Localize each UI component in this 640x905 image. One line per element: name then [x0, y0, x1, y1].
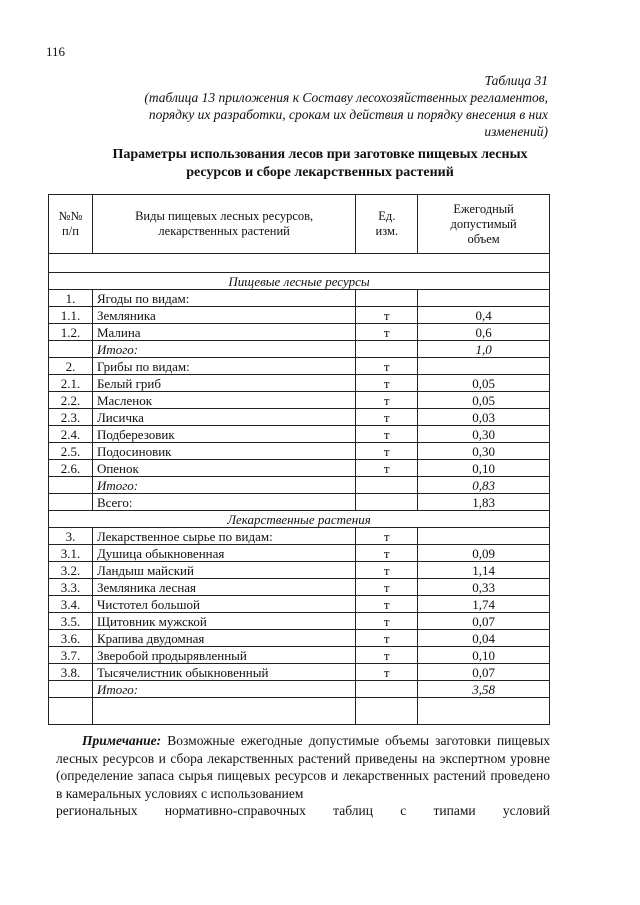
row-number: 3.3. — [49, 579, 93, 596]
header-name — [92, 195, 355, 254]
unit-cell: т — [356, 307, 418, 324]
section-food-title: Пищевые лесные ресурсы — [49, 273, 550, 290]
row-number: 3.1. — [49, 545, 93, 562]
subtotal-volume: 0,83 — [418, 477, 550, 494]
table-caption — [60, 72, 548, 140]
row-number: 2.6. — [49, 460, 93, 477]
unit-cell: т — [356, 647, 418, 664]
empty-cell — [49, 341, 93, 358]
table-row — [49, 358, 550, 375]
empty-cell — [49, 698, 93, 725]
subtotal-row — [49, 681, 550, 698]
row-number: 2. — [49, 358, 93, 375]
table-row — [49, 375, 550, 392]
table-row — [49, 579, 550, 596]
table-row — [49, 528, 550, 545]
volume-cell: 0,09 — [418, 545, 550, 562]
subtotal-volume: 1,0 — [418, 341, 550, 358]
header-number — [49, 195, 93, 254]
header-unit — [356, 195, 418, 254]
subtotal-label: Итого: — [92, 681, 355, 698]
resource-name: Зверобой продырявленный — [92, 647, 355, 664]
unit-cell: т — [356, 358, 418, 375]
volume-cell — [418, 290, 550, 307]
note-word: таблиц — [333, 803, 373, 819]
volume-cell: 0,07 — [418, 613, 550, 630]
resource-name: Подосиновик — [92, 443, 355, 460]
unit-cell: т — [356, 392, 418, 409]
note-last-line — [56, 802, 550, 820]
note-label: Примечание: — [82, 733, 162, 748]
empty-cell — [356, 477, 418, 494]
empty-cell — [49, 681, 93, 698]
unit-cell: т — [356, 409, 418, 426]
table-row — [49, 630, 550, 647]
row-number: 3.6. — [49, 630, 93, 647]
volume-cell: 0,03 — [418, 409, 550, 426]
empty-cell — [49, 254, 550, 273]
resource-name: Душица обыкновенная — [92, 545, 355, 562]
volume-cell: 0,05 — [418, 392, 550, 409]
table-row — [49, 307, 550, 324]
grand-total-row — [49, 494, 550, 511]
header-text: изм. — [375, 224, 399, 238]
unit-cell: т — [356, 613, 418, 630]
row-number: 3.5. — [49, 613, 93, 630]
row-number: 3.7. — [49, 647, 93, 664]
header-text: Виды пищевых лесных ресурсов, — [135, 209, 314, 223]
resource-name: Малина — [92, 324, 355, 341]
row-number: 2.4. — [49, 426, 93, 443]
unit-cell: т — [356, 630, 418, 647]
volume-cell: 0,10 — [418, 460, 550, 477]
resource-name: Ягоды по видам: — [92, 290, 355, 307]
note-text: Возможные ежегодные допустимые объемы заготовки пищевых лесных ресурсов и сбора лекарственных растений приведены на экспертном уровне (определение запаса сырья пищевых ресурсов и лекарственных растений проведено в камеральных условиях с использованием — [56, 733, 550, 801]
note-paragraph — [56, 732, 550, 820]
unit-cell: т — [356, 324, 418, 341]
unit-cell: т — [356, 562, 418, 579]
note-word: типами — [433, 803, 476, 819]
note-word: условий — [502, 803, 550, 819]
empty-row — [49, 254, 550, 273]
volume-cell: 1,14 — [418, 562, 550, 579]
resource-name: Лекарственное сырье по видам: — [92, 528, 355, 545]
row-number: 1.2. — [49, 324, 93, 341]
row-number: 2.3. — [49, 409, 93, 426]
volume-cell: 0,10 — [418, 647, 550, 664]
empty-cell — [92, 698, 355, 725]
grand-total-volume: 1,83 — [418, 494, 550, 511]
section-row — [49, 511, 550, 528]
table-row — [49, 613, 550, 630]
unit-cell: т — [356, 375, 418, 392]
header-text: лекарственных растений — [158, 224, 290, 238]
row-number: 3. — [49, 528, 93, 545]
resource-name: Чистотел большой — [92, 596, 355, 613]
volume-cell: 0,33 — [418, 579, 550, 596]
volume-cell: 0,05 — [418, 375, 550, 392]
note-body — [56, 732, 550, 802]
table-row — [49, 443, 550, 460]
unit-cell: т — [356, 528, 418, 545]
subtotal-label: Итого: — [92, 341, 355, 358]
volume-cell — [418, 528, 550, 545]
empty-cell — [418, 698, 550, 725]
unit-cell: т — [356, 545, 418, 562]
table-row — [49, 426, 550, 443]
row-number: 3.4. — [49, 596, 93, 613]
unit-cell: т — [356, 596, 418, 613]
unit-cell: т — [356, 443, 418, 460]
resource-name: Крапива двудомная — [92, 630, 355, 647]
row-number: 1.1. — [49, 307, 93, 324]
resource-name: Земляника — [92, 307, 355, 324]
volume-cell — [418, 358, 550, 375]
resource-name: Тысячелистник обыкновенный — [92, 664, 355, 681]
header-text: Ед. — [378, 209, 396, 223]
section-medicinal-title: Лекарственные растения — [49, 511, 550, 528]
table-row — [49, 562, 550, 579]
resource-name: Лисичка — [92, 409, 355, 426]
header-text: допустимый — [450, 216, 517, 231]
unit-cell: т — [356, 664, 418, 681]
volume-cell: 0,04 — [418, 630, 550, 647]
section-row — [49, 273, 550, 290]
table-row — [49, 392, 550, 409]
unit-cell: т — [356, 426, 418, 443]
table-row — [49, 290, 550, 307]
table-row — [49, 647, 550, 664]
resource-name: Грибы по видам: — [92, 358, 355, 375]
parameters-table — [48, 194, 550, 725]
empty-cell — [356, 681, 418, 698]
table-row — [49, 324, 550, 341]
volume-cell: 0,6 — [418, 324, 550, 341]
resource-name: Земляника лесная — [92, 579, 355, 596]
document-title — [40, 146, 600, 182]
resource-name: Подберезовик — [92, 426, 355, 443]
unit-cell: т — [356, 460, 418, 477]
subtotal-volume: 3,58 — [418, 681, 550, 698]
table-header-row — [49, 195, 550, 254]
volume-cell: 0,07 — [418, 664, 550, 681]
caption-table-number: Таблица 31 — [484, 73, 548, 88]
empty-cell — [356, 494, 418, 511]
resource-name: Белый гриб — [92, 375, 355, 392]
volume-cell: 0,30 — [418, 443, 550, 460]
row-number: 2.2. — [49, 392, 93, 409]
resource-name: Опенок — [92, 460, 355, 477]
header-volume — [418, 195, 550, 254]
resource-name: Масленок — [92, 392, 355, 409]
row-number: 2.5. — [49, 443, 93, 460]
empty-row — [49, 698, 550, 725]
volume-cell: 1,74 — [418, 596, 550, 613]
unit-cell: т — [356, 579, 418, 596]
note-word: региональных — [56, 803, 138, 819]
volume-cell: 0,30 — [418, 426, 550, 443]
subtotal-row — [49, 477, 550, 494]
grand-total-label: Всего: — [92, 494, 355, 511]
resource-name: Щитовник мужской — [92, 613, 355, 630]
title-line: ресурсов и сборе лекарственных растений — [186, 165, 454, 180]
empty-cell — [49, 477, 93, 494]
header-text: п/п — [62, 224, 79, 238]
caption-reference-line: порядку их разработки, срокам их действия и порядку внесения в них — [148, 107, 548, 122]
subtotal-row — [49, 341, 550, 358]
empty-cell — [356, 341, 418, 358]
empty-cell — [356, 698, 418, 725]
note-word: нормативно-справочных — [164, 803, 306, 819]
subtotal-label: Итого: — [92, 477, 355, 494]
table-row — [49, 460, 550, 477]
header-text: объем — [467, 231, 500, 246]
row-number: 3.2. — [49, 562, 93, 579]
caption-reference-line: (таблица 13 приложения к Составу лесохозяйственных регламентов, — [144, 90, 548, 105]
resource-name: Ландыш майский — [92, 562, 355, 579]
table-row — [49, 409, 550, 426]
row-number: 1. — [49, 290, 93, 307]
table-row — [49, 596, 550, 613]
table-row — [49, 545, 550, 562]
row-number: 2.1. — [49, 375, 93, 392]
page-number: 116 — [46, 44, 66, 59]
empty-cell — [49, 494, 93, 511]
caption-reference-line: изменений) — [484, 124, 548, 139]
row-number: 3.8. — [49, 664, 93, 681]
unit-cell — [356, 290, 418, 307]
table-row — [49, 664, 550, 681]
header-text: Ежегодный — [453, 201, 514, 216]
note-word: с — [400, 803, 407, 819]
header-text: №№ — [58, 209, 83, 223]
title-line: Параметры использования лесов при заготовке пищевых лесных — [112, 147, 528, 162]
volume-cell: 0,4 — [418, 307, 550, 324]
